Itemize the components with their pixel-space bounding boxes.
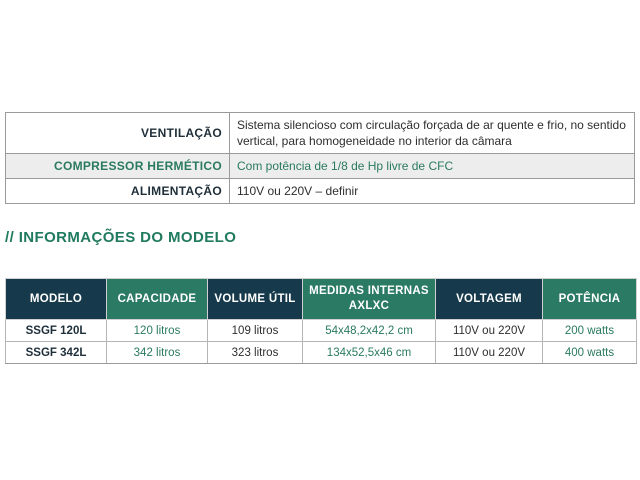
cell-capacidade: 120 litros [107, 320, 208, 342]
cell-volume-util: 323 litros [208, 342, 303, 364]
spec-label: ALIMENTAÇÃO [6, 179, 230, 204]
cell-potencia: 200 watts [543, 320, 637, 342]
cell-potencia: 400 watts [543, 342, 637, 364]
column-header-volume-util: VOLUME ÚTIL [208, 279, 303, 320]
table-row [6, 320, 637, 342]
cell-modelo: SSGF 120L [6, 320, 107, 342]
cell-voltagem: 110V ou 220V [436, 320, 543, 342]
column-header-potencia: POTÊNCIA [543, 279, 637, 320]
spec-value: Com potência de 1/8 de Hp livre de CFC [230, 154, 635, 179]
cell-medidas: 54x48,2x42,2 cm [303, 320, 436, 342]
cell-modelo: SSGF 342L [6, 342, 107, 364]
column-header-medidas: MEDIDAS INTERNAS AXLXC [303, 279, 436, 320]
column-header-capacidade: CAPACIDADE [107, 279, 208, 320]
model-table [5, 278, 637, 364]
spec-label: COMPRESSOR HERMÉTICO [6, 154, 230, 179]
cell-capacidade: 342 litros [107, 342, 208, 364]
table-row [6, 342, 637, 364]
cell-medidas: 134x52,5x46 cm [303, 342, 436, 364]
cell-volume-util: 109 litros [208, 320, 303, 342]
section-title: // INFORMAÇÕES DO MODELO [5, 229, 237, 246]
spec-value: 110V ou 220V – definir [230, 179, 635, 204]
spec-row-ventilacao [6, 113, 635, 154]
model-table-header-row [6, 279, 637, 320]
cell-voltagem: 110V ou 220V [436, 342, 543, 364]
column-header-voltagem: VOLTAGEM [436, 279, 543, 320]
spec-value: Sistema silencioso com circulação forçada de ar quente e frio, no sentido vertical, para homogeneidade no interior da câmara [230, 113, 635, 154]
spec-row-alimentacao [6, 179, 635, 204]
column-header-modelo: MODELO [6, 279, 107, 320]
spec-label: VENTILAÇÃO [6, 113, 230, 154]
spec-row-compressor [6, 154, 635, 179]
spec-table [5, 112, 635, 204]
